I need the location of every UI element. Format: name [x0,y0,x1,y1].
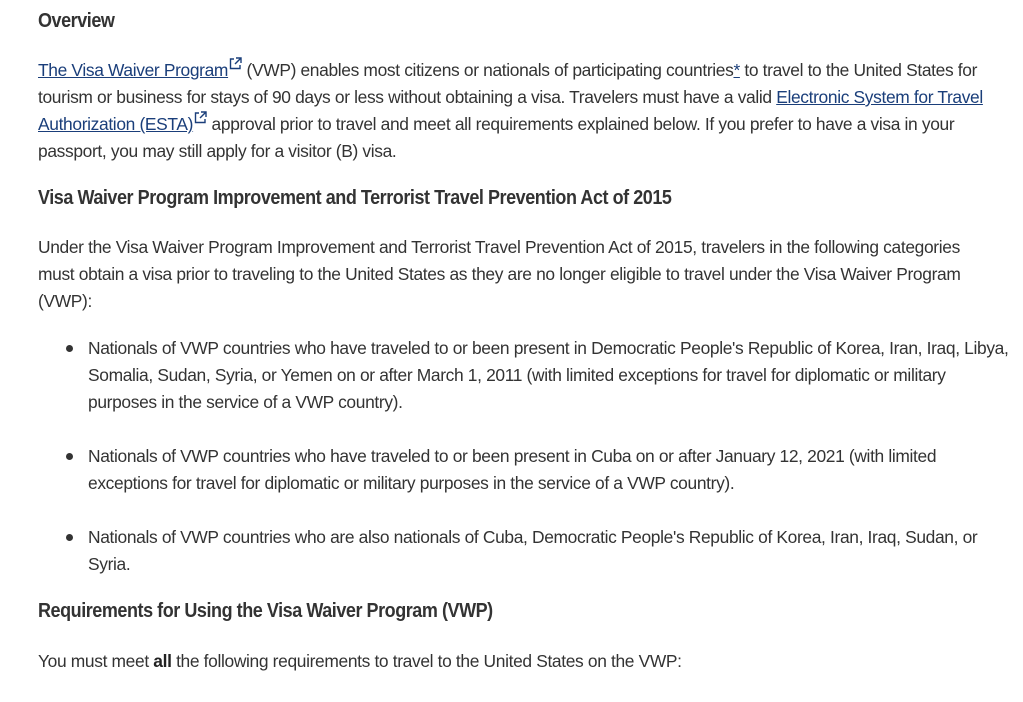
overview-paragraph [38,57,1013,165]
list-item [38,524,1013,578]
overview-text-1: (VWP) enables most citizens or nationals of participating countries [242,60,734,80]
list-item [38,335,1013,416]
bullet-icon [66,345,73,352]
visa-waiver-program-link[interactable]: The Visa Waiver Program [38,60,229,80]
overview-heading: Overview [38,10,115,32]
external-link-icon [229,57,242,70]
overview-text-2: to travel to the United States for tourism or business for stays of 90 days or less without obtaining a visa. Travelers must have a valid [38,60,978,107]
bullet-icon [66,453,73,460]
vwp-act-intro: Under the Visa Waiver Program Improvement and Terrorist Travel Prevention Act of 2015, travelers in the following categories must obtain a visa prior to traveling to the United States as they are no longer eligible to travel under the Visa Waiver Program (VWP): [38,237,961,311]
list-item [38,443,1013,497]
requirements-emphasis: all [153,651,172,671]
requirements-intro [38,648,1013,675]
external-link-icon [194,111,207,124]
bullet-icon [66,534,73,541]
overview-text-3: approval prior to travel and meet all requirements explained below. If you prefer to have a visa in your passport, you may still apply for a visitor (B) visa. [38,114,955,161]
list-item-text: Nationals of VWP countries who are also nationals of Cuba, Democratic People's Republic of Korea, Iran, Iraq, Sudan, or Syria. [88,527,978,574]
vwp-act-heading: Visa Waiver Program Improvement and Terrorist Travel Prevention Act of 2015 [38,187,672,209]
esta-link[interactable]: Electronic System for Travel Authorization (ESTA) [38,87,983,134]
list-item-text: Nationals of VWP countries who have traveled to or been present in Democratic People's Republic of Korea, Iran, Iraq, Libya, Somalia, Sudan, Syria, or Yemen on or after March 1, 2011 (with limited exceptions for travel for diplomatic or military purposes in the service of a VWP country). [88,338,1009,412]
list-item-text: Nationals of VWP countries who have traveled to or been present in Cuba on or after January 12, 2021 (with limited exceptions for travel for diplomatic or military purposes in the service of a VWP country). [88,446,937,493]
requirements-heading: Requirements for Using the Visa Waiver Program (VWP) [38,600,493,622]
requirements-text-after: the following requirements to travel to the United States on the VWP: [171,651,682,671]
requirements-text-before: You must meet [38,651,154,671]
participating-countries-asterisk-link[interactable]: * [733,60,740,80]
